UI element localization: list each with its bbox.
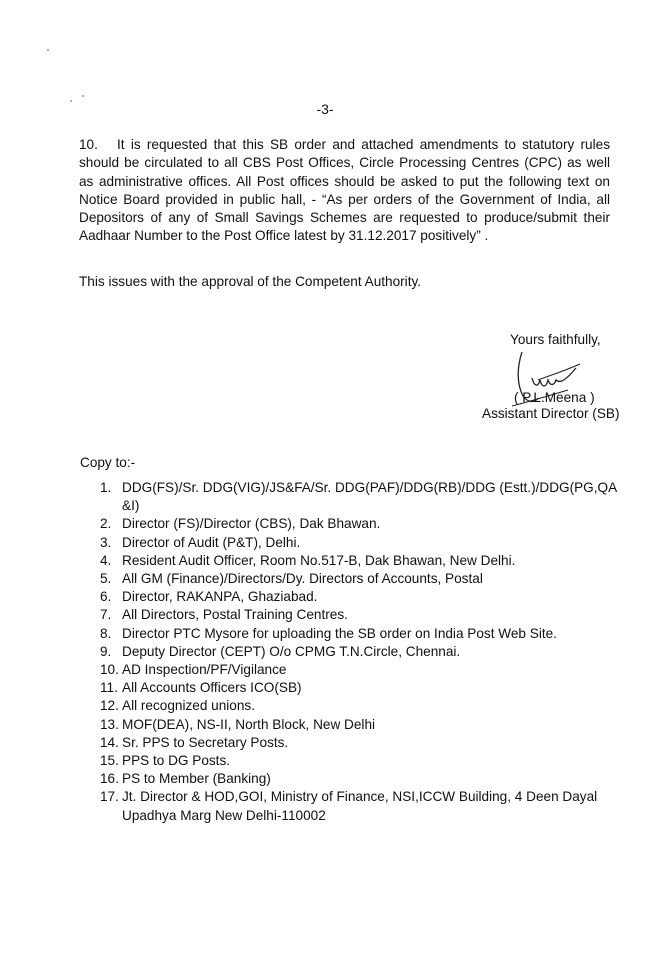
list-item-text: Jt. Director & HOD,GOI, Ministry of Finance, NSI,ICCW Building, 4 Deen Dayal Upadhya Marg New Delhi-110002 (122, 789, 598, 823)
list-item-number: 8. (100, 625, 112, 641)
closing-salutation: Yours faithfully, (510, 332, 601, 347)
list-item (100, 697, 620, 715)
list-item-text: All Directors, Postal Training Centres. (122, 607, 348, 623)
list-item-number: 3. (100, 534, 112, 550)
list-item (100, 734, 620, 752)
list-item-number: 13. (100, 716, 119, 732)
scan-speck (82, 95, 84, 97)
list-item-number: 4. (100, 552, 112, 568)
list-item-text: PS to Member (Banking) (122, 771, 271, 787)
list-item (100, 661, 620, 679)
approval-line: This issues with the approval of the Competent Authority. (79, 274, 422, 289)
page-number: -3- (316, 101, 334, 117)
list-item (100, 788, 620, 824)
list-item-text: Resident Audit Officer, Room No.517-B, Dak Bhawan, New Delhi. (122, 552, 516, 568)
list-item (100, 716, 620, 734)
list-item-number: 11. (100, 680, 118, 696)
paragraph-number: 10. (79, 137, 98, 152)
list-item (100, 752, 620, 770)
list-item (100, 570, 620, 588)
list-item (100, 534, 620, 552)
list-item (100, 625, 620, 643)
list-item-text: Deputy Director (CEPT) O/o CPMG T.N.Circle, Chennai. (122, 643, 461, 659)
signer-name: ( P.L.Meena ) (514, 390, 595, 405)
list-item-text: AD Inspection/PF/Vigilance (122, 662, 287, 678)
paragraph-text: It is requested that this SB order and attached amendments to statutory rules should be circulated to all CBS Post Offices, Circle Processing Centres (CPC) as well as administrative offices. All Post offices should be asked to put the following text on Notice Board provided in public hall, - “As per orders of the Government of India, all Depositors of any of Small Savings Schemes are requested to produce/submit their Aadhaar Number to the Post Office latest by 31.12.2017 positively” . (79, 137, 610, 244)
list-item (100, 606, 620, 624)
list-item (100, 479, 620, 515)
list-item-text: Director PTC Mysore for uploading the SB order on India Post Web Site. (122, 625, 557, 641)
list-item (100, 770, 620, 788)
copy-to-heading: Copy to:- (80, 455, 136, 470)
list-item-text: DDG(FS)/Sr. DDG(VIG)/JS&FA/Sr. DDG(PAF)/DDG(RB)/DDG (Estt.)/DDG(PG,QA &I) (122, 480, 617, 514)
scan-speck (47, 49, 49, 51)
list-item-number: 6. (100, 589, 112, 605)
copy-to-list (100, 479, 620, 825)
list-item-number: 7. (100, 607, 112, 623)
list-item (100, 552, 620, 570)
list-item-number: 2. (100, 516, 112, 532)
list-item (100, 515, 620, 533)
list-item-number: 14. (100, 734, 119, 750)
list-item-text: MOF(DEA), NS-II, North Block, New Delhi (122, 716, 376, 732)
list-item-number: 5. (100, 571, 112, 587)
paragraph-10 (79, 136, 610, 246)
list-item (100, 588, 620, 606)
list-item-text: All recognized unions. (122, 698, 255, 714)
list-item-number: 15. (100, 753, 119, 769)
list-item-number: 16. (100, 771, 119, 787)
list-item-text: Director, RAKANPA, Ghaziabad. (122, 589, 318, 605)
list-item (100, 643, 620, 661)
list-item-number: 12. (100, 698, 119, 714)
list-item-text: Sr. PPS to Secretary Posts. (122, 734, 289, 750)
list-item-number: 17. (100, 789, 119, 805)
list-item-text: All Accounts Officers ICO(SB) (122, 680, 302, 696)
signer-designation: Assistant Director (SB) (482, 406, 620, 421)
list-item-text: Director of Audit (P&T), Delhi. (122, 534, 301, 550)
list-item-text: All GM (Finance)/Directors/Dy. Directors of Accounts, Postal (122, 571, 483, 587)
list-item (100, 679, 620, 697)
list-item-number: 10. (100, 662, 119, 678)
list-item-number: 9. (100, 643, 112, 659)
list-item-number: 1. (100, 480, 112, 495)
list-item-text: Director (FS)/Director (CBS), Dak Bhawan. (122, 516, 381, 532)
list-item-text: PPS to DG Posts. (122, 753, 231, 769)
